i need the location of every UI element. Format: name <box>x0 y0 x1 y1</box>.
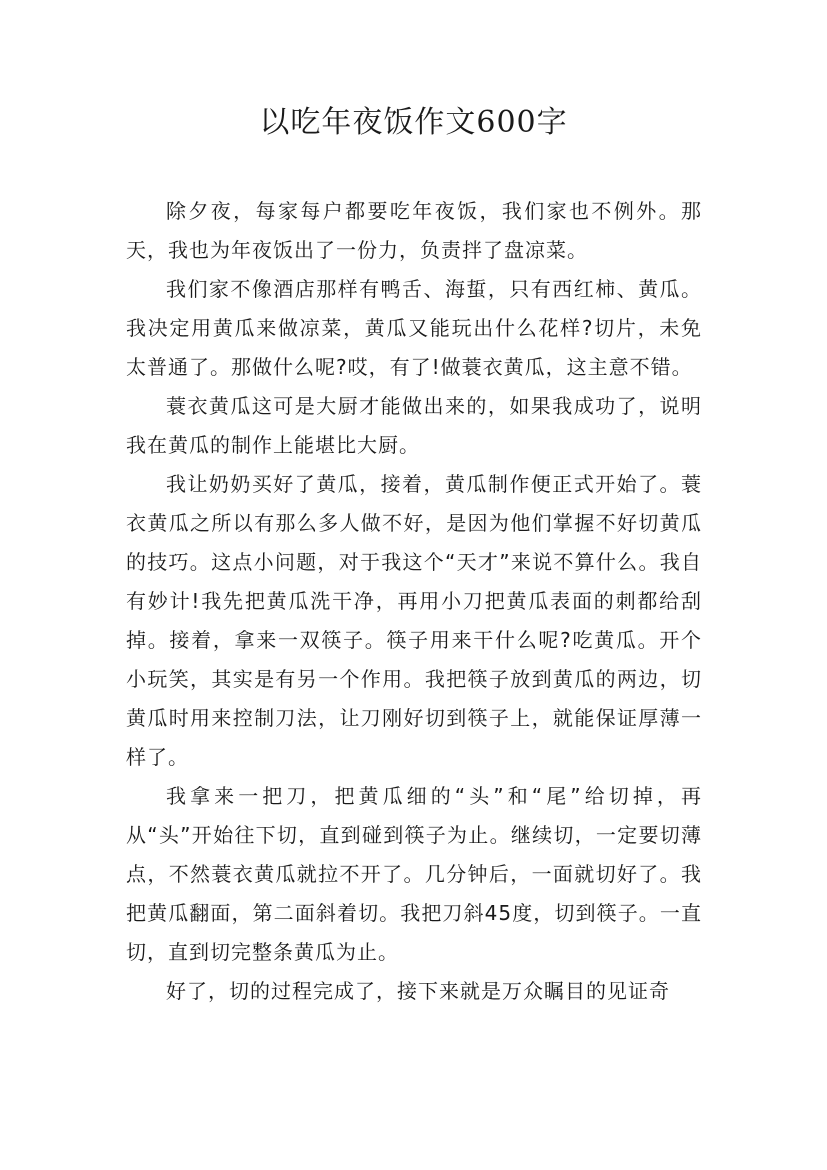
paragraph: 蓑衣黄瓜这可是大厨才能做出来的，如果我成功了，说明我在黄瓜的制作上能堪比大厨。 <box>126 394 702 457</box>
paragraph: 好了，切的过程完成了，接下来就是万众瞩目的见证奇 <box>166 979 670 1003</box>
document-body <box>126 192 702 1011</box>
paragraph: 我拿来一把刀，把黄瓜细的“头”和“尾”给切掉，再从“头”开始往下切，直到碰到筷子为止。继续切，一定要切薄点，不然蓑衣黄瓜就拉不开了。几分钟后，一面就切好了。我把黄瓜翻面，第二面斜着切。我把刀斜45度，切到筷子。一直切，直到切完整条黄瓜为止。 <box>126 784 702 964</box>
paragraph: 我让奶奶买好了黄瓜，接着，黄瓜制作便正式开始了。蓑衣黄瓜之所以有那么多人做不好，是因为他们掌握不好切黄瓜的技巧。这点小问题，对于我这个“天才”来说不算什么。我自有妙计!我先把黄瓜洗干净，再用小刀把黄瓜表面的刺都给刮掉。接着，拿来一双筷子。筷子用来干什么呢?吃黄瓜。开个小玩笑，其实是有另一个作用。我把筷子放到黄瓜的两边，切黄瓜时用来控制刀法，让刀刚好切到筷子上，就能保证厚薄一样了。 <box>126 472 702 769</box>
paragraph: 除夕夜，每家每户都要吃年夜饭，我们家也不例外。那天，我也为年夜饭出了一份力，负责拌了盘凉菜。 <box>126 199 702 262</box>
paragraph: 我们家不像酒店那样有鸭舌、海蜇，只有西红柿、黄瓜。我决定用黄瓜来做凉菜，黄瓜又能玩出什么花样?切片，未免太普通了。那做什么呢?哎，有了!做蓑衣黄瓜，这主意不错。 <box>126 277 702 379</box>
document-title: 以吃年夜饭作文600字 <box>259 105 568 140</box>
